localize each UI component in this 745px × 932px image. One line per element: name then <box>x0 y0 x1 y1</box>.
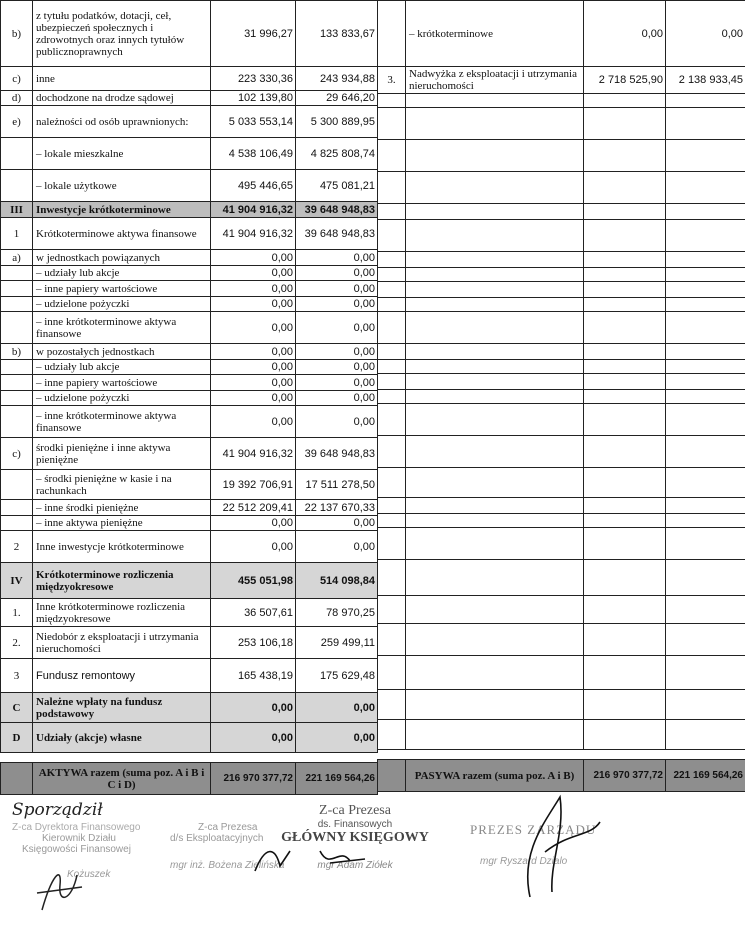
assets-total-row <box>1 763 378 795</box>
row-description: – udziały lub akcje <box>33 266 211 281</box>
left_rows-row <box>1 138 378 170</box>
president-stamp <box>470 822 630 867</box>
assets-total-label: AKTYWA razem (suma poz. A i B i C i D) <box>33 763 211 795</box>
row-description: Fundusz remontowy <box>33 659 211 693</box>
value-current: 0,00 <box>211 391 296 406</box>
value-previous: 17 511 278,50 <box>296 470 378 500</box>
empty-row <box>378 690 745 720</box>
preparer-stamp-line-1: Z-ca Dyrektora Finansowego <box>12 822 141 833</box>
row-label <box>1 281 33 297</box>
deputy-president-title: Z-ca Prezesa <box>319 803 391 818</box>
preparer-stamp-line-3: Księgowości Finansowej <box>22 844 131 855</box>
liabilities-total-label: PASYWA razem (suma poz. A i B) <box>406 760 584 792</box>
row-description: – udzielone pożyczki <box>33 391 211 406</box>
value-current: 41 904 916,32 <box>211 218 296 250</box>
row-description: – inne środki pieniężne <box>33 500 211 516</box>
row-label: 3. <box>378 67 406 94</box>
row-label: d) <box>1 91 33 106</box>
value-previous: 175 629,48 <box>296 659 378 693</box>
empty-row <box>378 560 745 596</box>
chief-accountant-name: mgr Adam Ziółek <box>317 860 393 871</box>
empty-row <box>378 344 745 360</box>
row-label: IV <box>1 563 33 599</box>
preparer-name: Kożuszek <box>67 869 111 880</box>
empty-row <box>378 374 745 390</box>
left_rows-row <box>1 659 378 693</box>
chief-accountant-stamp <box>270 803 440 871</box>
right_rows-row <box>378 67 745 94</box>
value-current: 0,00 <box>211 297 296 312</box>
value-current: 41 904 916,32 <box>211 202 296 218</box>
value-previous: 5 300 889,95 <box>296 106 378 138</box>
left_rows-row <box>1 391 378 406</box>
value-previous: 0,00 <box>296 391 378 406</box>
empty-row <box>378 140 745 172</box>
value-current: 4 538 106,49 <box>211 138 296 170</box>
row-label <box>1 391 33 406</box>
row-label <box>1 516 33 531</box>
row-description: Niedobór z eksploatacji i utrzymania nieruchomości <box>33 627 211 659</box>
assets-total-current: 216 970 377,72 <box>211 763 296 795</box>
value-current: 0,00 <box>211 693 296 723</box>
empty-row <box>378 94 745 108</box>
row-label <box>1 297 33 312</box>
ops-deputy-title: Z-ca Prezesa <box>198 822 258 833</box>
left_rows-row <box>1 516 378 531</box>
row-label: 3 <box>1 659 33 693</box>
empty-row <box>378 720 745 750</box>
empty-row <box>378 498 745 514</box>
value-previous: 0,00 <box>296 375 378 391</box>
left_rows-row <box>1 406 378 438</box>
row-label <box>1 375 33 391</box>
value-previous: 0,00 <box>296 281 378 297</box>
liabilities-total-row <box>378 760 745 792</box>
empty-row <box>378 172 745 204</box>
row-label: D <box>1 723 33 753</box>
left_rows-row <box>1 202 378 218</box>
value-current: 22 512 209,41 <box>211 500 296 516</box>
row-description: Inne inwestycje krótkoterminowe <box>33 531 211 563</box>
right_rows-row <box>378 1 745 67</box>
left_rows-row <box>1 375 378 391</box>
value-previous: 39 648 948,83 <box>296 202 378 218</box>
row-label: III <box>1 202 33 218</box>
chief-accountant-handwriting-mark <box>250 841 380 881</box>
preparer-stamp-line-2: Kierownik Działu <box>42 833 116 844</box>
empty-row <box>378 360 745 374</box>
row-label: c) <box>1 67 33 91</box>
liabilities-table <box>377 0 745 792</box>
row-description: – lokale mieszkalne <box>33 138 211 170</box>
row-label <box>1 470 33 500</box>
value-current: 2 718 525,90 <box>584 67 666 94</box>
left_rows-row <box>1 106 378 138</box>
row-description: – inne papiery wartościowe <box>33 281 211 297</box>
value-current: 0,00 <box>211 250 296 266</box>
left_rows-row <box>1 693 378 723</box>
empty-row <box>378 108 745 140</box>
row-description: Krótkoterminowe rozliczenia międzyokresowe <box>33 563 211 599</box>
row-description: – inne papiery wartościowe <box>33 375 211 391</box>
value-current: 19 392 706,91 <box>211 470 296 500</box>
row-description: Nadwyżka z eksploatacji i utrzymania nieruchomości <box>406 67 584 94</box>
row-description: Udziały (akcje) własne <box>33 723 211 753</box>
value-current: 495 446,65 <box>211 170 296 202</box>
left_rows-row <box>1 360 378 375</box>
liabilities-total-previous: 221 169 564,26 <box>666 760 745 792</box>
value-current: 0,00 <box>211 531 296 563</box>
value-current: 5 033 553,14 <box>211 106 296 138</box>
value-current: 41 904 916,32 <box>211 438 296 470</box>
row-description: Inwestycje krótkoterminowe <box>33 202 211 218</box>
left_rows-row <box>1 627 378 659</box>
president-handwriting-mark <box>490 792 610 902</box>
value-current: 102 139,80 <box>211 91 296 106</box>
empty-row <box>378 624 745 656</box>
row-description: z tytułu podatków, dotacji, ceł, ubezpieczeń społecznych i zdrowotnych oraz innych tytułów publicznoprawnych <box>33 1 211 67</box>
left_rows-row <box>1 250 378 266</box>
row-description: – udzielone pożyczki <box>33 297 211 312</box>
row-description: – inne aktywa pieniężne <box>33 516 211 531</box>
left_rows-row <box>1 218 378 250</box>
value-current: 0,00 <box>211 406 296 438</box>
empty-row <box>378 204 745 220</box>
row-label: C <box>1 693 33 723</box>
left_rows-row <box>1 297 378 312</box>
value-previous: 39 648 948,83 <box>296 438 378 470</box>
left_rows-row <box>1 563 378 599</box>
value-current: 455 051,98 <box>211 563 296 599</box>
left_rows-row <box>1 266 378 281</box>
row-label: 2 <box>1 531 33 563</box>
value-previous: 0,00 <box>296 297 378 312</box>
preparer-signature <box>12 800 182 880</box>
row-label <box>1 500 33 516</box>
value-previous: 0,00 <box>666 1 745 67</box>
value-previous: 0,00 <box>296 516 378 531</box>
preparer-handwriting-mark <box>32 855 92 915</box>
left_rows-row <box>1 91 378 106</box>
row-label <box>1 266 33 281</box>
empty-row <box>378 436 745 468</box>
row-description: – lokale użytkowe <box>33 170 211 202</box>
value-current: 223 330,36 <box>211 67 296 91</box>
row-label <box>1 138 33 170</box>
row-label: 2. <box>1 627 33 659</box>
left_rows-row <box>1 599 378 627</box>
row-description: – inne krótkoterminowe aktywa finansowe <box>33 406 211 438</box>
value-previous: 4 825 808,74 <box>296 138 378 170</box>
spacer-row <box>1 753 378 763</box>
row-label: e) <box>1 106 33 138</box>
empty-row <box>378 656 745 690</box>
spacer-row <box>378 750 745 760</box>
row-label <box>1 360 33 375</box>
row-label <box>378 1 406 67</box>
value-current: 0,00 <box>211 312 296 344</box>
row-description: – krótkoterminowe <box>406 1 584 67</box>
row-description: dochodzone na drodze sądowej <box>33 91 211 106</box>
empty-row <box>378 268 745 282</box>
row-label <box>1 170 33 202</box>
left_rows-row <box>1 723 378 753</box>
row-label <box>1 406 33 438</box>
chief-accountant-role: GŁÓWNY KSIĘGOWY <box>281 830 429 845</box>
left_rows-row <box>1 1 378 67</box>
value-current: 0,00 <box>211 516 296 531</box>
deputy-president-sub: ds. Finansowych <box>317 819 393 830</box>
value-current: 0,00 <box>211 281 296 297</box>
left_rows-row <box>1 500 378 516</box>
value-previous: 0,00 <box>296 723 378 753</box>
ops-deputy-sub: d/s Eksploatacyjnych <box>170 833 264 844</box>
row-description: należności od osób uprawnionych: <box>33 106 211 138</box>
left_rows-row <box>1 344 378 360</box>
value-previous: 39 648 948,83 <box>296 218 378 250</box>
value-previous: 243 934,88 <box>296 67 378 91</box>
empty-row <box>378 390 745 404</box>
value-previous: 29 646,20 <box>296 91 378 106</box>
value-current: 0,00 <box>211 344 296 360</box>
left_rows-row <box>1 470 378 500</box>
empty-row <box>378 514 745 528</box>
row-description: – środki pieniężne w kasie i na rachunkach <box>33 470 211 500</box>
value-previous: 0,00 <box>296 250 378 266</box>
row-label: 1. <box>1 599 33 627</box>
value-current: 0,00 <box>211 266 296 281</box>
liabilities-total-current: 216 970 377,72 <box>584 760 666 792</box>
row-label: 1 <box>1 218 33 250</box>
left_rows-row <box>1 438 378 470</box>
row-description: Inne krótkoterminowe rozliczenia międzyokresowe <box>33 599 211 627</box>
value-current: 0,00 <box>211 375 296 391</box>
row-description: Należne wpłaty na fundusz podstawowy <box>33 693 211 723</box>
value-previous: 0,00 <box>296 406 378 438</box>
value-current: 0,00 <box>211 723 296 753</box>
row-description: inne <box>33 67 211 91</box>
row-label: b) <box>1 1 33 67</box>
value-current: 253 106,18 <box>211 627 296 659</box>
empty-row <box>378 468 745 498</box>
value-current: 0,00 <box>584 1 666 67</box>
row-description: w pozostałych jednostkach <box>33 344 211 360</box>
row-description: środki pieniężne i inne aktywa pieniężne <box>33 438 211 470</box>
value-current: 165 438,19 <box>211 659 296 693</box>
empty-row <box>378 528 745 560</box>
value-previous: 475 081,21 <box>296 170 378 202</box>
value-current: 0,00 <box>211 360 296 375</box>
value-previous: 0,00 <box>296 693 378 723</box>
empty-row <box>378 312 745 344</box>
prepared-by-handwritten: Sporządził <box>12 800 103 820</box>
president-title: PREZES ZARZĄDU <box>470 822 597 837</box>
value-current: 31 996,27 <box>211 1 296 67</box>
value-previous: 22 137 670,33 <box>296 500 378 516</box>
value-previous: 0,00 <box>296 360 378 375</box>
value-previous: 514 098,84 <box>296 563 378 599</box>
value-previous: 0,00 <box>296 344 378 360</box>
president-name: mgr Ryszard Dzialo <box>480 856 568 867</box>
row-description: Krótkoterminowe aktywa finansowe <box>33 218 211 250</box>
empty-row <box>378 404 745 436</box>
value-previous: 259 499,11 <box>296 627 378 659</box>
row-description: – udziały lub akcje <box>33 360 211 375</box>
assets-total-previous: 221 169 564,26 <box>296 763 378 795</box>
left_rows-row <box>1 170 378 202</box>
value-previous: 0,00 <box>296 266 378 281</box>
value-previous: 0,00 <box>296 531 378 563</box>
row-label: c) <box>1 438 33 470</box>
row-label <box>1 312 33 344</box>
value-previous: 78 970,25 <box>296 599 378 627</box>
empty-row <box>378 282 745 298</box>
left_rows-row <box>1 67 378 91</box>
row-label: b) <box>1 344 33 360</box>
value-previous: 0,00 <box>296 312 378 344</box>
value-previous: 133 833,67 <box>296 1 378 67</box>
empty-row <box>378 298 745 312</box>
assets-table <box>0 0 378 795</box>
value-previous: 2 138 933,45 <box>666 67 745 94</box>
left_rows-row <box>1 531 378 563</box>
empty-row <box>378 252 745 268</box>
row-description: w jednostkach powiązanych <box>33 250 211 266</box>
empty-row <box>378 596 745 624</box>
ops-deputy-name: mgr inż. Bożena Zielińska <box>170 860 285 871</box>
left_rows-row <box>1 312 378 344</box>
empty-row <box>378 220 745 252</box>
left_rows-row <box>1 281 378 297</box>
value-current: 36 507,61 <box>211 599 296 627</box>
row-label: a) <box>1 250 33 266</box>
row-description: – inne krótkoterminowe aktywa finansowe <box>33 312 211 344</box>
